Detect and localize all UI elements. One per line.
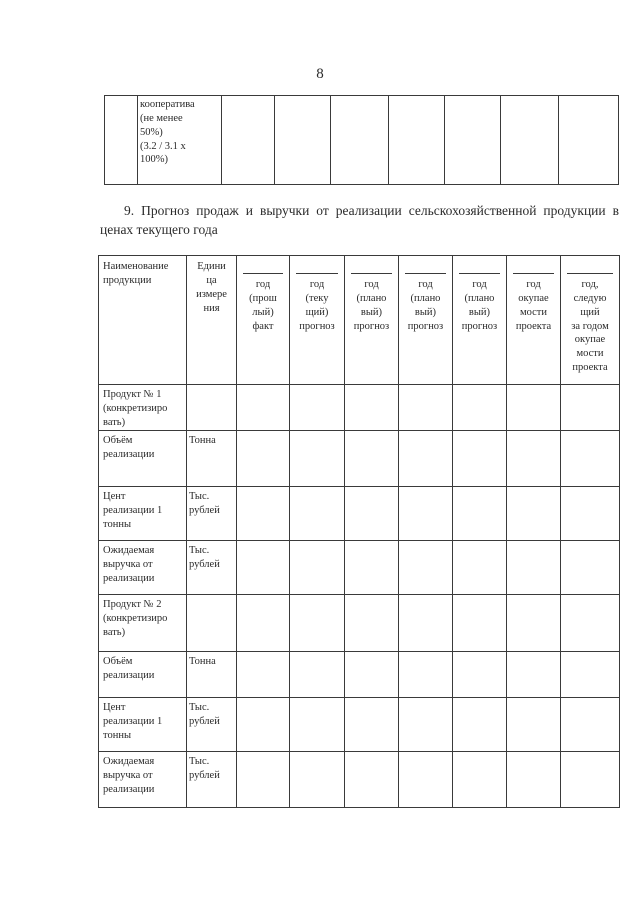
row-unit	[187, 385, 237, 431]
text-line: тонны	[103, 518, 131, 530]
text-line: проекта	[572, 362, 608, 374]
row-label	[99, 385, 187, 431]
text-line: Едини	[197, 261, 226, 272]
value-cell	[345, 487, 399, 541]
value-cell	[399, 595, 453, 652]
top-table-cell	[275, 96, 331, 185]
top-table-text-cell	[138, 96, 222, 185]
text-line: год	[418, 279, 433, 290]
text-line: измере	[196, 288, 227, 300]
value-cell	[290, 652, 345, 698]
table-row	[99, 385, 620, 431]
header-year-column	[507, 256, 561, 385]
forecast-table	[98, 255, 620, 808]
text-line: тонны	[103, 729, 131, 741]
value-cell	[237, 595, 290, 652]
text-line: выручка от	[103, 558, 153, 570]
text-line: ца	[206, 274, 217, 286]
table-row	[99, 487, 620, 541]
value-cell	[345, 541, 399, 595]
value-cell	[237, 752, 290, 808]
text-line: прогноз	[299, 320, 335, 332]
text-line: реализации	[103, 572, 155, 584]
value-cell	[453, 752, 507, 808]
text-line: рублей	[189, 715, 220, 727]
value-cell	[561, 698, 620, 752]
value-cell	[561, 541, 620, 595]
row-label	[99, 752, 187, 808]
table-header-row	[99, 256, 620, 385]
value-cell	[399, 487, 453, 541]
top-table-cell	[105, 96, 138, 185]
year-blank-line	[567, 260, 613, 274]
value-cell	[561, 595, 620, 652]
text-line: (теку	[305, 292, 329, 304]
value-cell	[345, 652, 399, 698]
header-year-column	[399, 256, 453, 385]
text-line: (плано	[464, 292, 495, 304]
text-line: Ожидаемая	[103, 756, 155, 767]
text-line: Цент	[103, 491, 126, 502]
value-cell	[507, 385, 561, 431]
value-cell	[345, 698, 399, 752]
text-line: (прош	[249, 292, 277, 304]
text-line: Ожидаемая	[103, 545, 155, 556]
table-row	[99, 698, 620, 752]
value-cell	[290, 541, 345, 595]
year-blank-line	[243, 260, 283, 274]
text-line: Тыс.	[189, 756, 210, 767]
row-unit	[187, 698, 237, 752]
text-line: Продукт № 1	[103, 389, 162, 400]
text-line: (конкретизиро	[103, 612, 168, 624]
text-line: реализации 1	[103, 504, 163, 516]
value-cell	[290, 431, 345, 487]
value-cell	[290, 752, 345, 808]
value-cell	[561, 431, 620, 487]
text-line: Тыс.	[189, 702, 210, 713]
table-row	[99, 752, 620, 808]
value-cell	[399, 541, 453, 595]
year-blank-line	[351, 260, 392, 274]
text-line: прогноз	[353, 320, 390, 332]
year-blank-line	[296, 260, 338, 274]
text-line: Наименование	[103, 261, 169, 272]
top-table-cell	[559, 96, 619, 185]
text-line: следую	[573, 292, 607, 304]
value-cell	[507, 431, 561, 487]
text-line: вать)	[103, 626, 126, 638]
text-line: 50%)	[140, 126, 163, 138]
value-cell	[507, 652, 561, 698]
header-year-column	[561, 256, 620, 385]
text-line: год,	[581, 279, 599, 290]
text-line: за годом	[571, 320, 609, 332]
value-cell	[345, 752, 399, 808]
text-line: щий)	[305, 306, 329, 318]
value-cell	[399, 652, 453, 698]
value-cell	[237, 652, 290, 698]
section-heading: 9. Прогноз продаж и выручки от реализации сельскохозяйственной продукции в ценах текущего года	[100, 203, 619, 237]
text-line: ния	[203, 302, 220, 314]
text-line: (не менее	[140, 112, 183, 124]
text-line: окупае	[518, 292, 549, 304]
year-blank-line	[405, 260, 446, 274]
value-cell	[345, 431, 399, 487]
value-cell	[507, 698, 561, 752]
top-table-cell	[501, 96, 559, 185]
text-line: рублей	[189, 769, 220, 781]
value-cell	[290, 385, 345, 431]
text-line: мости	[519, 306, 548, 318]
text-line: вать)	[103, 416, 126, 428]
text-line: мости	[576, 348, 604, 360]
value-cell	[290, 698, 345, 752]
text-line: прогноз	[461, 320, 498, 332]
text-line: лый)	[252, 306, 274, 318]
year-blank-line	[459, 260, 500, 274]
text-line: реализации	[103, 783, 155, 795]
value-cell	[453, 541, 507, 595]
text-line: факт	[252, 320, 274, 332]
value-cell	[345, 385, 399, 431]
text-line: год	[364, 279, 379, 290]
header-unit	[187, 256, 237, 385]
text-line: рублей	[189, 558, 220, 570]
text-line: (3.2 / 3.1 х	[140, 140, 186, 152]
text-line: Тонна	[189, 435, 216, 446]
text-line: вый)	[468, 306, 491, 318]
row-unit	[187, 752, 237, 808]
value-cell	[561, 385, 620, 431]
header-year-column	[345, 256, 399, 385]
row-label	[99, 541, 187, 595]
value-cell	[453, 385, 507, 431]
text-line: Тыс.	[189, 491, 210, 502]
header-year-column	[237, 256, 290, 385]
text-line: Тонна	[189, 656, 216, 667]
page-number: 8	[316, 66, 324, 82]
value-cell	[399, 752, 453, 808]
text-line: Цент	[103, 702, 126, 713]
text-line: рублей	[189, 504, 220, 516]
row-label	[99, 698, 187, 752]
text-line: продукции	[103, 274, 152, 286]
row-label	[99, 595, 187, 652]
row-label	[99, 652, 187, 698]
text-line: кооператива	[140, 99, 195, 110]
row-unit	[187, 652, 237, 698]
value-cell	[561, 487, 620, 541]
row-unit	[187, 487, 237, 541]
text-line: Объём	[103, 435, 133, 446]
value-cell	[507, 541, 561, 595]
value-cell	[507, 595, 561, 652]
text-line: окупае	[574, 334, 606, 346]
header-product-name	[99, 256, 187, 385]
table-row	[99, 595, 620, 652]
text-line: выручка от	[103, 769, 153, 781]
value-cell	[237, 698, 290, 752]
row-unit	[187, 431, 237, 487]
top-table-cell	[222, 96, 275, 185]
text-line: Объём	[103, 656, 133, 667]
value-cell	[290, 487, 345, 541]
text-line: вый)	[414, 306, 437, 318]
value-cell	[399, 385, 453, 431]
value-cell	[237, 487, 290, 541]
value-cell	[453, 487, 507, 541]
text-line: (плано	[356, 292, 387, 304]
value-cell	[290, 595, 345, 652]
value-cell	[453, 652, 507, 698]
text-line: реализации	[103, 448, 155, 460]
text-line: вый)	[360, 306, 383, 318]
value-cell	[507, 487, 561, 541]
value-cell	[453, 431, 507, 487]
table-row	[99, 541, 620, 595]
row-unit	[187, 595, 237, 652]
value-cell	[453, 698, 507, 752]
text-line: Тыс.	[189, 545, 210, 556]
text-line: год	[309, 279, 325, 290]
text-line: реализации	[103, 669, 155, 681]
text-line: прогноз	[407, 320, 444, 332]
value-cell	[453, 595, 507, 652]
value-cell	[237, 431, 290, 487]
text-line: реализации 1	[103, 715, 163, 727]
text-line: (конкретизиро	[103, 402, 168, 414]
top-table-cell	[389, 96, 445, 185]
value-cell	[507, 752, 561, 808]
table-row	[99, 431, 620, 487]
year-blank-line	[513, 260, 554, 274]
table-row	[99, 652, 620, 698]
value-cell	[561, 652, 620, 698]
top-table-cell	[331, 96, 389, 185]
row-label	[99, 431, 187, 487]
text-line: год	[472, 279, 487, 290]
value-cell	[399, 698, 453, 752]
value-cell	[345, 595, 399, 652]
text-line: год	[255, 279, 271, 290]
header-year-column	[453, 256, 507, 385]
value-cell	[561, 752, 620, 808]
value-cell	[237, 541, 290, 595]
text-line: 100%)	[140, 154, 168, 166]
text-line: (плано	[410, 292, 441, 304]
text-line: Продукт № 2	[103, 599, 162, 610]
top-table-fragment	[104, 95, 619, 185]
row-label	[99, 487, 187, 541]
text-line: год	[526, 279, 541, 290]
value-cell	[399, 431, 453, 487]
text-line: проекта	[515, 320, 552, 332]
text-line: щий	[580, 306, 600, 318]
top-table-cell	[445, 96, 501, 185]
header-year-column	[290, 256, 345, 385]
row-unit	[187, 541, 237, 595]
value-cell	[237, 385, 290, 431]
